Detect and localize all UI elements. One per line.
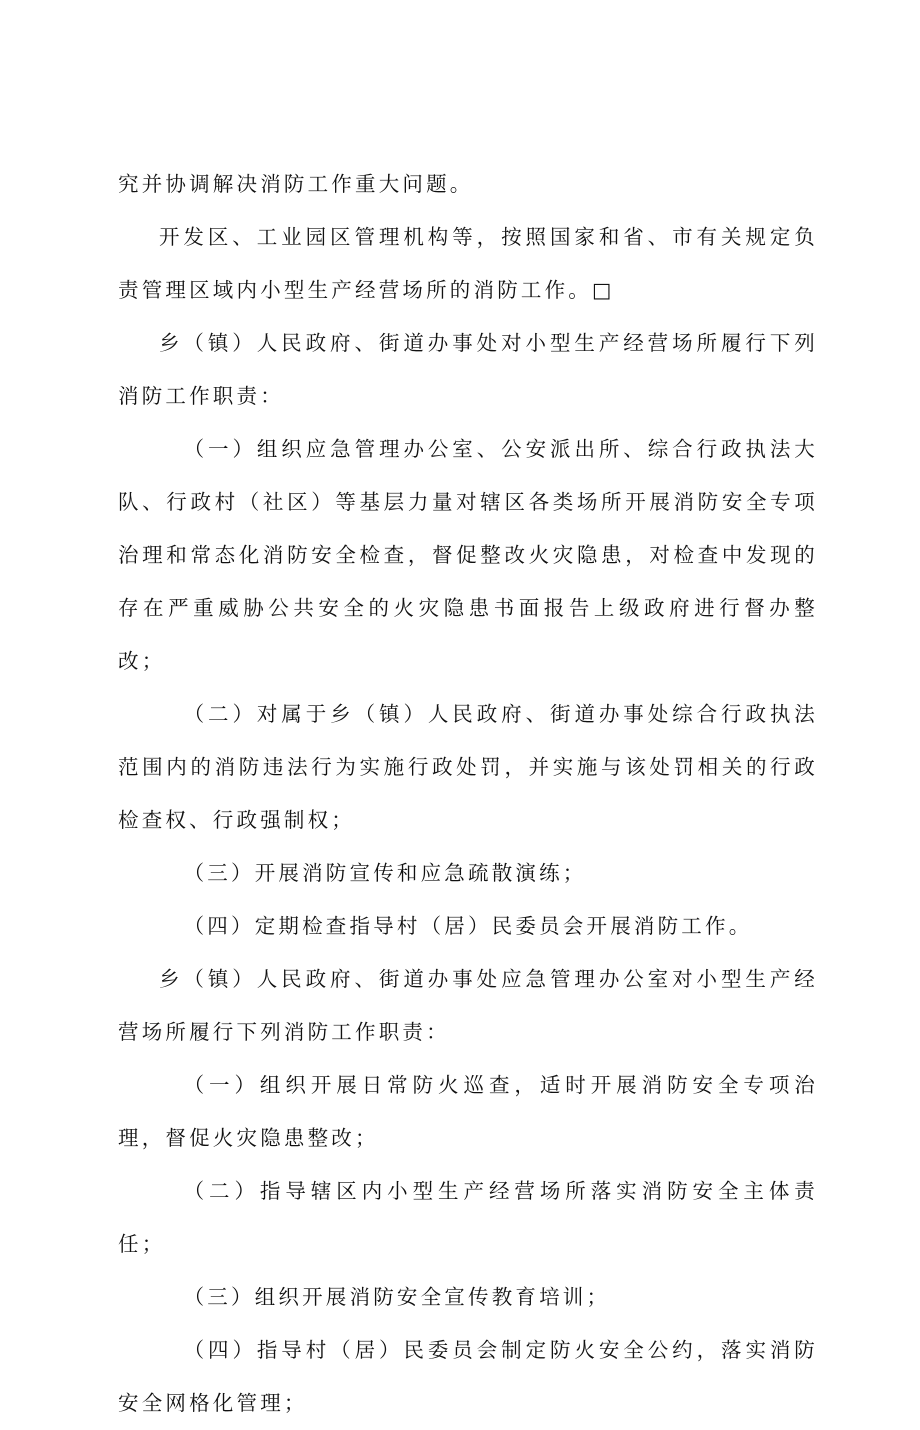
paragraph-development-zones: 开发区、工业园区管理机构等，按照国家和省、市有关规定负责管理区域内小型生产经营场所的消防工作。□ bbox=[118, 225, 818, 302]
paragraph-continuation: 究并协调解决消防工作重大问题。 bbox=[118, 172, 474, 196]
list-item-office-duty-2: （二）指导辖区内小型生产经营场所落实消防安全主体责任； bbox=[118, 1179, 818, 1256]
list-item-township-duty-1: （一）组织应急管理办公室、公安派出所、综合行政执法大队、行政村（社区）等基层力量对辖区各类场所开展消防安全专项治理和常态化消防安全检查，督促整改火灾隐患，对检查中发现的存在严重威胁公共安全的火灾隐患书面报告上级政府进行督办整改； bbox=[118, 437, 818, 673]
list-item-township-duty-3: （三）开展消防宣传和应急疏散演练； bbox=[183, 861, 587, 885]
list-item-office-duty-1: （一）组织开展日常防火巡查，适时开展消防安全专项治理，督促火灾隐患整改； bbox=[118, 1073, 818, 1150]
list-item-township-duty-2: （二）对属于乡（镇）人民政府、街道办事处综合行政执法范围内的消防违法行为实施行政处罚，并实施与该处罚相关的行政检查权、行政强制权； bbox=[118, 702, 818, 832]
paragraph-emergency-office-duties-heading: 乡（镇）人民政府、街道办事处应急管理办公室对小型生产经营场所履行下列消防工作职责： bbox=[118, 967, 818, 1044]
list-item-office-duty-4: （四）指导村（居）民委员会制定防火安全公约，落实消防安全网格化管理； bbox=[118, 1338, 818, 1415]
document-body bbox=[118, 158, 818, 1430]
list-item-township-duty-4: （四）定期检查指导村（居）民委员会开展消防工作。 bbox=[183, 914, 753, 938]
list-item-office-duty-3: （三）组织开展消防安全宣传教育培训； bbox=[183, 1285, 611, 1309]
paragraph-township-duties-heading: 乡（镇）人民政府、街道办事处对小型生产经营场所履行下列消防工作职责： bbox=[118, 331, 818, 408]
